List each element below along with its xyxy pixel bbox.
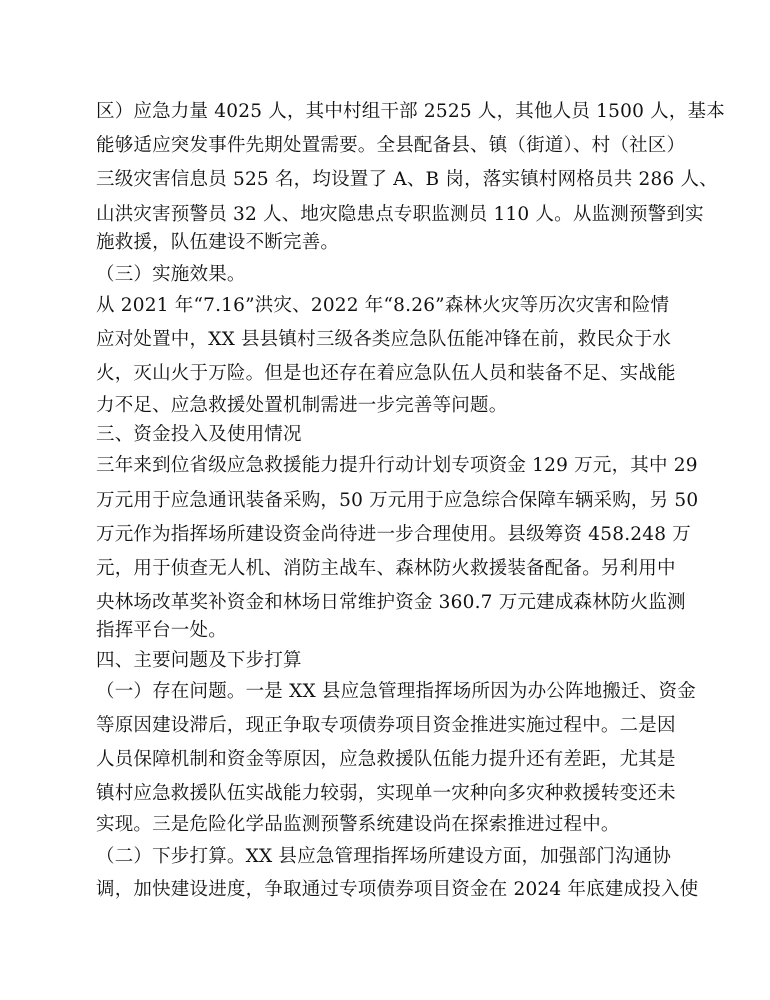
text-line: 三年来到位省级应急救援能力提升行动计划专项资金 129 万元，其中 29 (96, 455, 698, 476)
text-line: 等原因建设滞后，现正争取专项债券项目资金推进实施过程中。二是因 (96, 715, 676, 736)
text-line: 央林场改革奖补资金和林场日常维护资金 360.7 万元建成森林防火监测 (96, 592, 686, 613)
text-line: 应对处置中，XX 县县镇村三级各类应急队伍能冲锋在前，救民众于水 (96, 329, 672, 350)
text-line: （二）下步打算。XX 县应急管理指挥场所建设方面，加强部门沟通协 (96, 846, 672, 867)
text-line: 力不足、应急救援处置机制需进一步完善等问题。 (96, 395, 508, 416)
text-line: 指挥平台一处。 (96, 620, 227, 641)
section-heading: 三、资金投入及使用情况 (96, 424, 302, 445)
text-line: 火，灭山火于万险。但是也还存在着应急队伍人员和装备不足、实战能 (96, 363, 676, 384)
text-line: 人员保障机制和资金等原因，应急救援队伍能力提升还有差距，尤其是 (96, 749, 676, 770)
text-line: 山洪灾害预警员 32 人、地灾隐患点专职监测员 110 人。从监测预警到实 (96, 204, 704, 225)
text-line: 万元用于应急通讯装备采购，50 万元用于应急综合保障车辆采购，另 50 (96, 490, 699, 511)
text-line: 实现。三是危险化学品监测预警系统建设尚在探索推进过程中。 (96, 814, 620, 835)
text-line: 施救援，队伍建设不断完善。 (96, 232, 340, 253)
section-heading: 四、主要问题及下步打算 (96, 650, 302, 671)
text-line: 从 2021 年“7.16”洪灾、2022 年“8.26”森林火灾等历次灾害和险情 (96, 295, 670, 316)
text-line: （一）存在问题。一是 XX 县应急管理指挥场所因为办公阵地搬迁、资金 (96, 681, 696, 702)
text-line: 镇村应急救援队伍实战能力较弱，实现单一灾种向多灾种救援转变还未 (96, 783, 676, 804)
text-line: 三级灾害信息员 525 名，均设置了 A、B 岗，落实镇村网格员共 286 人、 (96, 169, 718, 190)
text-line: 万元作为指挥场所建设资金尚待进一步合理使用。县级筹资 458.248 万 (96, 524, 691, 545)
text-line: 能够适应突发事件先期处置需要。全县配备县、镇（街道）、村（社区） (96, 135, 686, 156)
text-line: 元，用于侦查无人机、消防主战车、森林防火救援装备配备。另利用中 (96, 558, 676, 579)
text-line: 调，加快建设进度，争取通过专项债券项目资金在 2024 年底建成投入使 (96, 879, 699, 900)
text-line: 区）应急力量 4025 人，其中村组干部 2525 人，其他人员 1500 人，基本 (96, 101, 725, 122)
section-heading: （三）实施效果。 (96, 264, 246, 285)
